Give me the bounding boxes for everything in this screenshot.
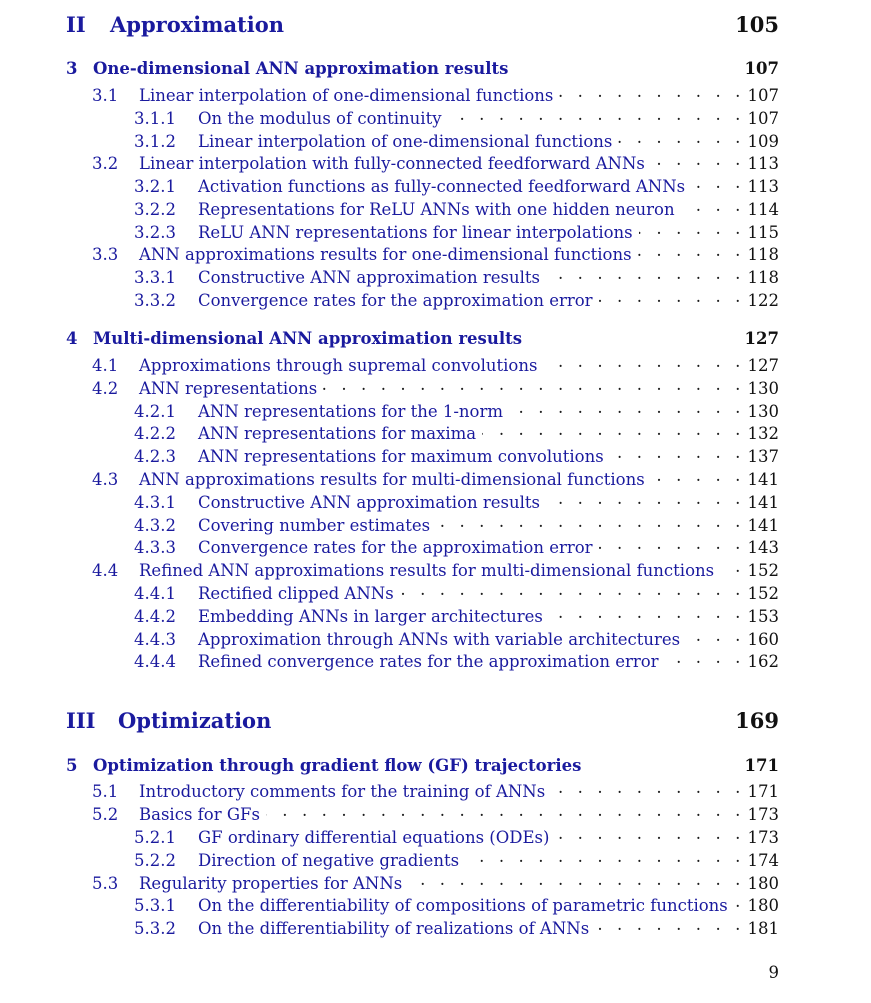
dot-leader	[400, 580, 745, 599]
toc-entry[interactable]	[92, 241, 779, 263]
dot-leader	[665, 648, 745, 667]
entry-title: Embedding ANNs in larger architectures	[198, 607, 543, 626]
entry-title: Basics for GFs	[139, 805, 260, 824]
chapter-number: 3	[66, 59, 78, 78]
entry-title: Approximations through supremal convolutions	[139, 356, 538, 375]
toc-entry[interactable]	[134, 626, 779, 648]
toc-part-iii[interactable]	[66, 708, 779, 738]
entry-number: 4.4	[92, 561, 119, 580]
dot-leader	[448, 105, 745, 124]
dot-leader	[436, 512, 745, 531]
entry-page: 130	[747, 379, 779, 398]
chapter-title: Multi-dimensional ANN approximation results	[93, 329, 523, 348]
entry-title: ANN approximations results for multi-dimensional functions	[139, 470, 645, 489]
toc-entry[interactable]	[134, 128, 779, 150]
entry-page: 160	[747, 630, 779, 649]
toc-entry[interactable]	[134, 580, 779, 602]
entry-number: 4.3.3	[134, 538, 176, 557]
entry-page: 152	[747, 584, 779, 603]
toc-entry[interactable]	[134, 512, 779, 534]
entry-number: 4.4.2	[134, 607, 176, 626]
entry-title: Linear interpolation of one-dimensional functions	[139, 86, 554, 105]
toc-part-ii[interactable]	[66, 12, 779, 42]
entry-page: 180	[747, 874, 779, 893]
entry-title: Convergence rates for the approximation error	[198, 291, 593, 310]
entry-number: 3.2.1	[134, 177, 176, 196]
entry-number: 3.3.1	[134, 268, 176, 287]
entry-title: Convergence rates for the approximation error	[198, 538, 593, 557]
entry-page: 118	[747, 245, 779, 264]
toc-entry[interactable]	[92, 870, 779, 892]
part-number: III	[66, 708, 96, 733]
entry-number: 5.2	[92, 805, 119, 824]
entry-number: 4.2.1	[134, 402, 176, 421]
toc-entry[interactable]	[134, 264, 779, 286]
entry-title: ANN approximations results for one-dimensional functions	[139, 245, 632, 264]
entry-page: 137	[747, 447, 779, 466]
entry-number: 5.3.2	[134, 919, 176, 938]
toc-entry[interactable]	[134, 847, 779, 869]
entry-page: 171	[747, 782, 779, 801]
dot-leader	[691, 173, 745, 192]
entry-title: Constructive ANN approximation results	[198, 268, 540, 287]
entry-number: 4.3	[92, 470, 119, 489]
toc-entry[interactable]	[134, 489, 779, 511]
toc-entry[interactable]	[134, 287, 779, 309]
entry-page: 127	[747, 356, 779, 375]
entry-title: ReLU ANN representations for linear interpolations	[198, 223, 633, 242]
entry-number: 3.2.2	[134, 200, 176, 219]
dot-leader	[266, 801, 745, 820]
entry-page: 107	[747, 109, 779, 128]
toc-entry[interactable]	[134, 648, 779, 670]
dot-leader	[610, 443, 745, 462]
toc-entry[interactable]	[134, 219, 779, 241]
entry-title: ANN representations for maxima	[198, 424, 477, 443]
toc-entry[interactable]	[92, 801, 779, 823]
entry-title: Covering number estimates	[198, 516, 431, 535]
entry-number: 4.2.2	[134, 424, 176, 443]
entry-page: 174	[747, 851, 779, 870]
dot-leader	[546, 264, 745, 283]
entry-title: ANN representations for maximum convolutions	[198, 447, 604, 466]
dot-leader	[599, 287, 745, 306]
dot-leader	[555, 824, 745, 843]
chapter-page: 107	[744, 59, 779, 78]
toc-chapter-3[interactable]	[66, 59, 779, 81]
entry-number: 4.4.4	[134, 652, 176, 671]
entry-number: 4.4.1	[134, 584, 176, 603]
entry-page: 141	[747, 516, 779, 535]
dot-leader	[465, 847, 745, 866]
entry-number: 5.2.2	[134, 851, 176, 870]
entry-page: 173	[747, 805, 779, 824]
entry-number: 4.1	[92, 356, 119, 375]
entry-title: Representations for ReLU ANNs with one hidden neuron	[198, 200, 675, 219]
chapter-page: 171	[744, 756, 779, 775]
entry-page: 118	[747, 268, 779, 287]
chapter-number: 5	[66, 756, 78, 775]
entry-number: 5.3	[92, 874, 119, 893]
toc-entry[interactable]	[92, 557, 779, 579]
dot-leader	[639, 219, 745, 238]
entry-title: On the differentiability of realizations of ANNs	[198, 919, 590, 938]
entry-page: 107	[747, 86, 779, 105]
entry-title: GF ordinary differential equations (ODEs)	[198, 828, 550, 847]
entry-title: Introductory comments for the training of ANNs	[139, 782, 546, 801]
entry-page: 143	[747, 538, 779, 557]
entry-title: Linear interpolation with fully-connected feedforward ANNs	[139, 154, 645, 173]
chapter-title: One-dimensional ANN approximation results	[93, 59, 509, 78]
entry-number: 4.2.3	[134, 447, 176, 466]
toc-entry[interactable]	[134, 173, 779, 195]
part-number: II	[66, 12, 86, 37]
entry-title: ANN representations	[139, 379, 318, 398]
entry-page: 113	[747, 154, 779, 173]
dot-leader	[549, 603, 745, 622]
dot-leader	[651, 150, 745, 169]
page-number: 9	[768, 963, 779, 982]
dot-leader	[323, 375, 745, 394]
entry-page: 180	[747, 896, 779, 915]
dot-leader	[599, 534, 745, 553]
dot-leader	[720, 557, 745, 576]
toc-entry[interactable]	[92, 82, 779, 104]
toc-entry[interactable]	[92, 778, 779, 800]
toc-chapter-5[interactable]	[66, 756, 779, 778]
toc-entry[interactable]	[134, 892, 779, 914]
toc-entry[interactable]	[134, 420, 779, 442]
entry-page: 141	[747, 493, 779, 512]
entry-number: 3.2.3	[134, 223, 176, 242]
part-title: Optimization	[118, 708, 272, 733]
dot-leader	[559, 82, 745, 101]
entry-page: 122	[747, 291, 779, 310]
entry-title: Regularity properties for ANNs	[139, 874, 403, 893]
entry-title: Linear interpolation of one-dimensional functions	[198, 132, 613, 151]
chapter-number: 4	[66, 329, 78, 348]
toc-entry[interactable]	[134, 915, 779, 937]
entry-page: 115	[747, 223, 779, 242]
entry-title: Activation functions as fully-connected feedforward ANNs	[198, 177, 686, 196]
entry-number: 3.1.2	[134, 132, 176, 151]
entry-number: 3.3.2	[134, 291, 176, 310]
dot-leader	[734, 892, 745, 911]
dot-leader	[651, 466, 745, 485]
entry-title: Rectified clipped ANNs	[198, 584, 394, 603]
entry-title: On the differentiability of compositions of parametric functions	[198, 896, 728, 915]
entry-number: 4.3.1	[134, 493, 176, 512]
entry-number: 4.4.3	[134, 630, 176, 649]
toc-entry[interactable]	[134, 603, 779, 625]
entry-page: 113	[747, 177, 779, 196]
toc-entry[interactable]	[92, 375, 779, 397]
entry-title: Direction of negative gradients	[198, 851, 460, 870]
entry-number: 3.1	[92, 86, 119, 105]
entry-number: 3.1.1	[134, 109, 176, 128]
part-page: 169	[735, 708, 779, 733]
entry-number: 5.2.1	[134, 828, 176, 847]
dot-leader	[551, 778, 745, 797]
dot-leader	[681, 196, 745, 215]
dot-leader	[408, 870, 745, 889]
entry-page: 141	[747, 470, 779, 489]
entry-page: 152	[747, 561, 779, 580]
dot-leader	[509, 398, 745, 417]
entry-page: 114	[747, 200, 779, 219]
dot-leader	[543, 352, 745, 371]
toc-entry[interactable]	[134, 534, 779, 556]
toc-entry[interactable]	[92, 466, 779, 488]
entry-title: Constructive ANN approximation results	[198, 493, 540, 512]
dot-leader	[618, 128, 745, 147]
entry-title: Refined convergence rates for the approximation error	[198, 652, 659, 671]
dot-leader	[686, 626, 745, 645]
entry-number: 4.3.2	[134, 516, 176, 535]
entry-title: Approximation through ANNs with variable architectures	[198, 630, 681, 649]
chapter-title: Optimization through gradient flow (GF) trajectories	[93, 756, 582, 775]
part-page: 105	[735, 12, 779, 37]
entry-number: 5.1	[92, 782, 119, 801]
toc-entry[interactable]	[92, 150, 779, 172]
entry-title: ANN representations for the 1-norm	[198, 402, 504, 421]
entry-title: On the modulus of continuity	[198, 109, 442, 128]
chapter-page: 127	[744, 329, 779, 348]
toc-entry[interactable]	[134, 105, 779, 127]
entry-page: 173	[747, 828, 779, 847]
entry-page: 109	[747, 132, 779, 151]
part-title: Approximation	[110, 12, 285, 37]
dot-leader	[546, 489, 745, 508]
toc-entry[interactable]	[134, 824, 779, 846]
dot-leader	[482, 420, 745, 439]
entry-number: 4.2	[92, 379, 119, 398]
entry-page: 153	[747, 607, 779, 626]
entry-number: 5.3.1	[134, 896, 176, 915]
dot-leader	[638, 241, 745, 260]
toc-entry[interactable]	[92, 352, 779, 374]
toc-entry[interactable]	[134, 443, 779, 465]
entry-title: Refined ANN approximations results for multi-dimensional functions	[139, 561, 715, 580]
entry-page: 162	[747, 652, 779, 671]
entry-page: 132	[747, 424, 779, 443]
toc-entry[interactable]	[134, 196, 779, 218]
entry-page: 130	[747, 402, 779, 421]
entry-number: 3.2	[92, 154, 119, 173]
toc-chapter-4[interactable]	[66, 329, 779, 351]
entry-number: 3.3	[92, 245, 119, 264]
entry-page: 181	[747, 919, 779, 938]
dot-leader	[595, 915, 745, 934]
toc-entry[interactable]	[134, 398, 779, 420]
